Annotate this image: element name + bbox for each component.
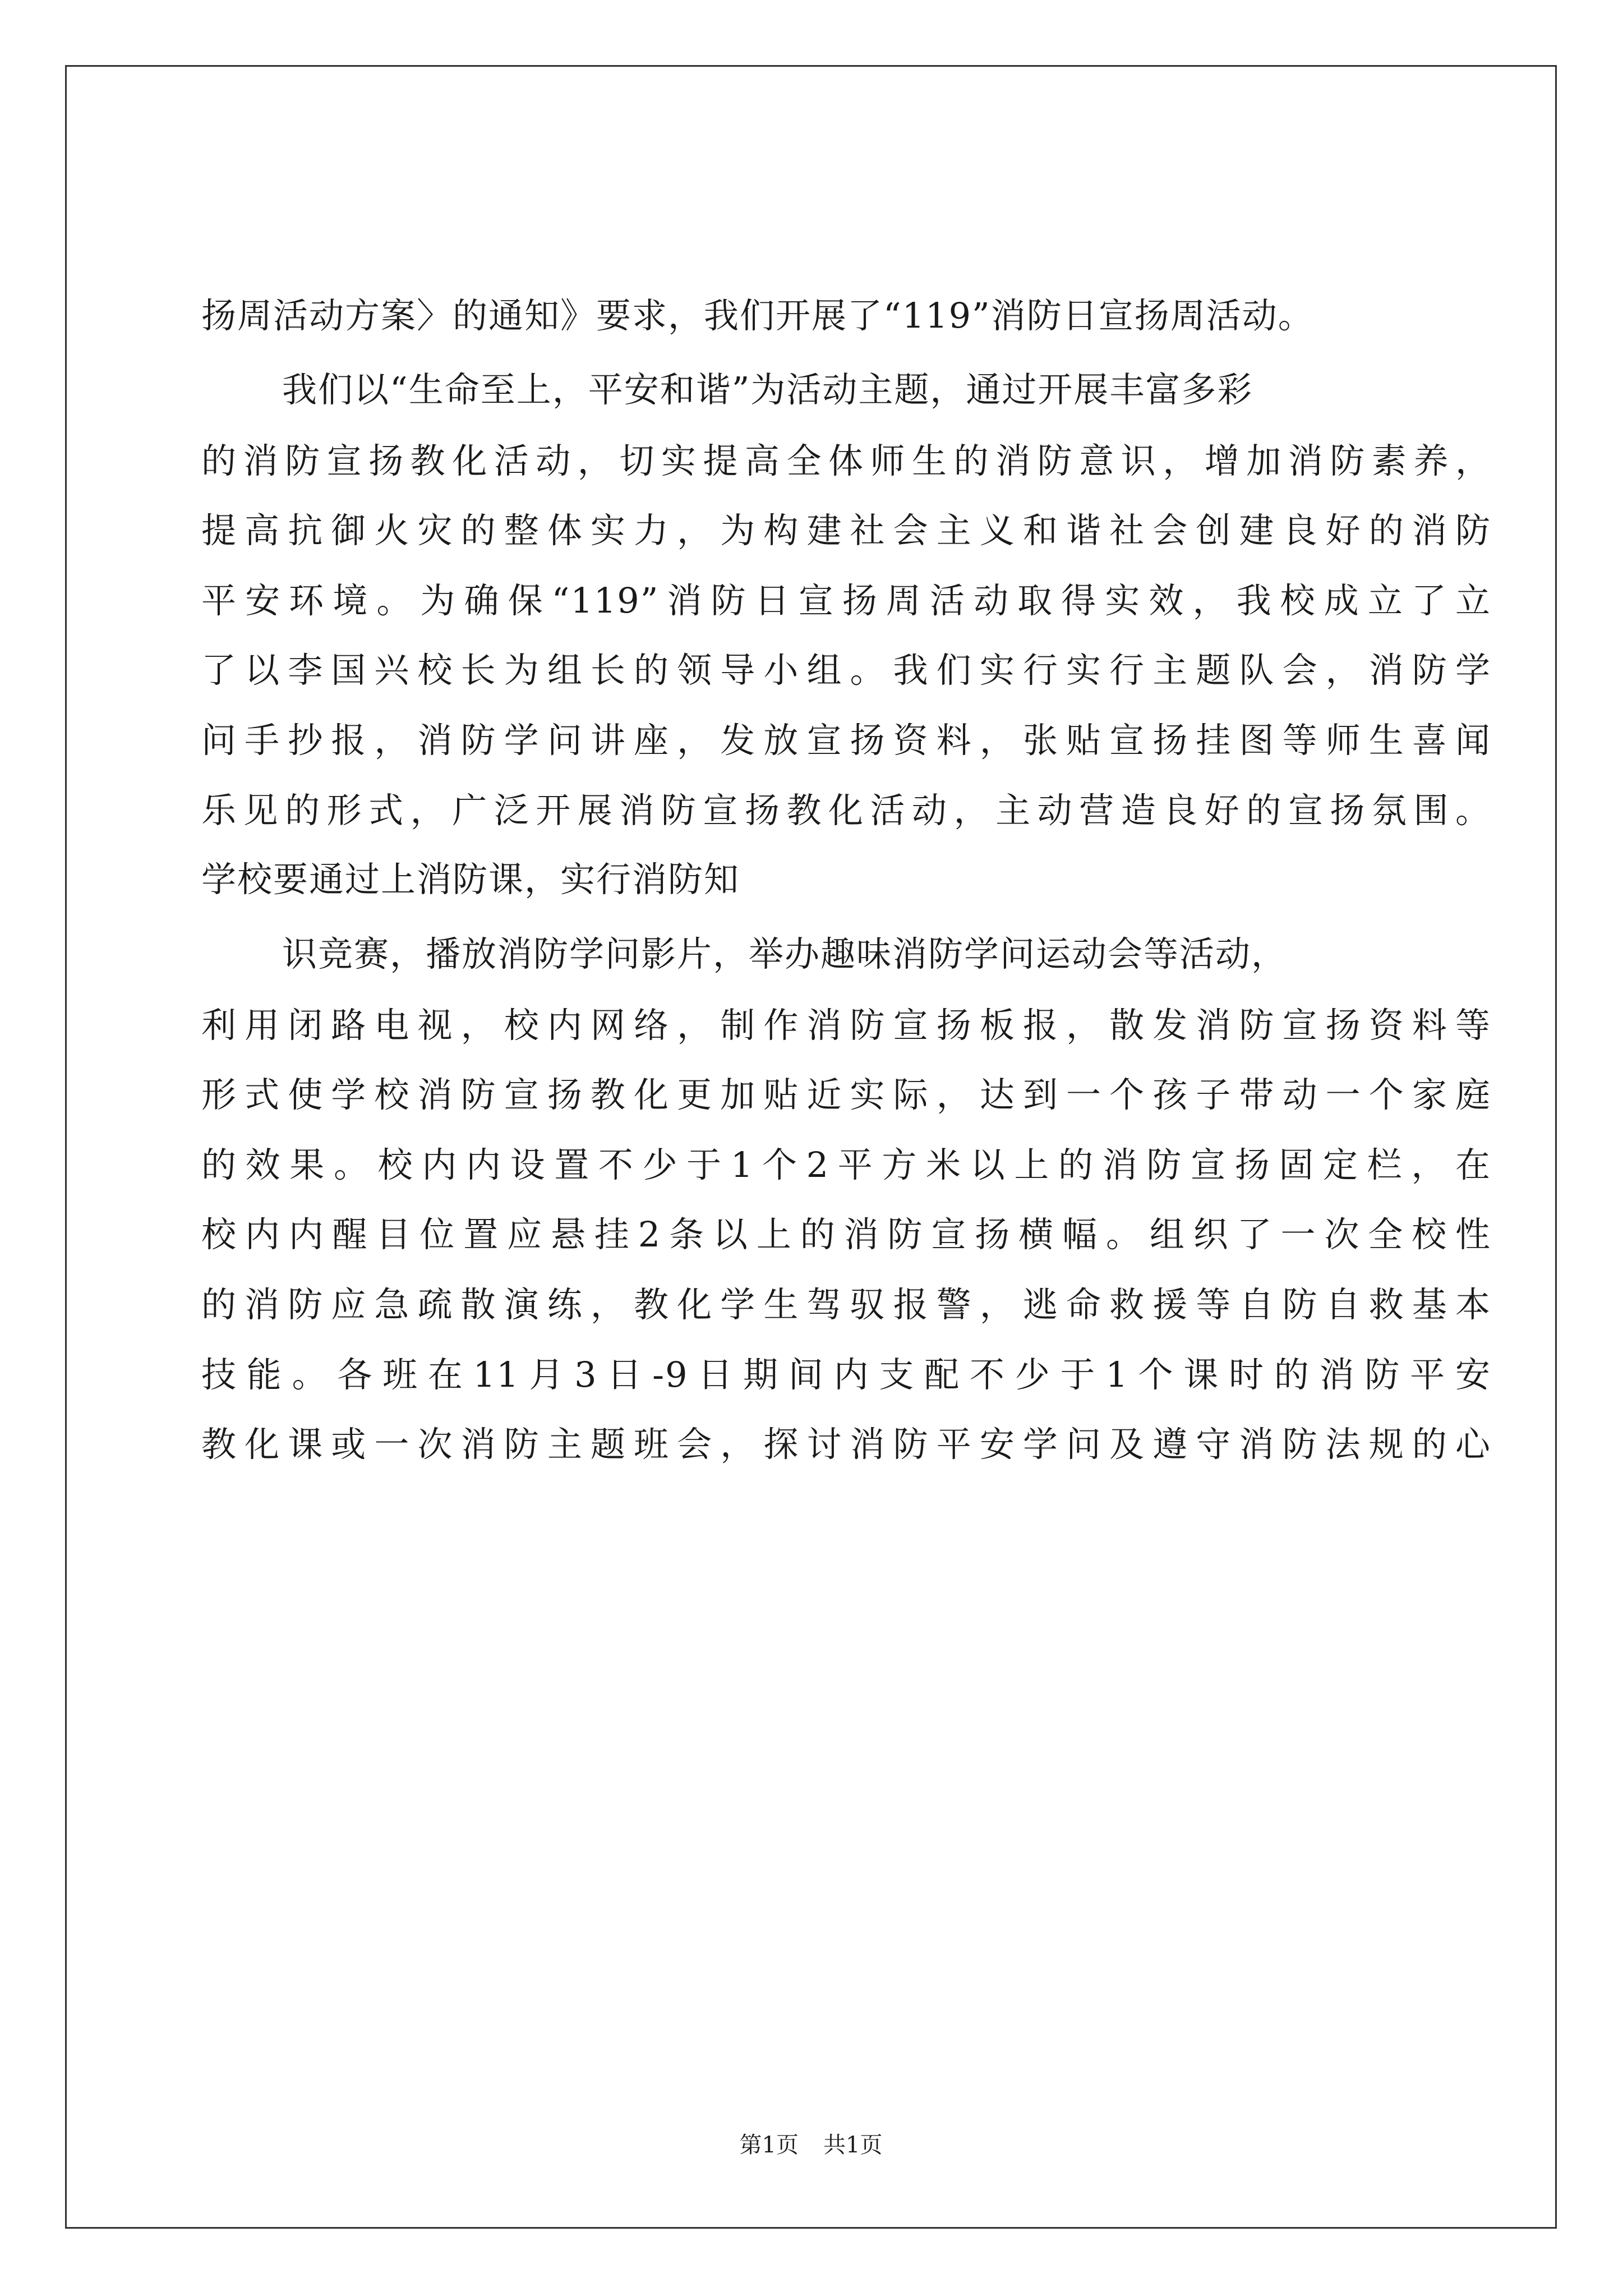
paragraph-line: 乐见的形式，广泛开展消防宣扬教化活动，主动营造良好的宣扬氛围。 (201, 790, 1491, 831)
paragraph-line: 技能。各班在11月3日-9日期间内支配不少于1个课时的消防平安 (201, 1354, 1491, 1395)
page-footer (67, 2131, 1555, 2159)
paragraph-line: 平安环境。为确保“119”消防日宣扬周活动取得实效，我校成立了立 (201, 580, 1491, 621)
paragraph-line: 识竞赛，播放消防学问影片，举办趣味消防学问运动会等活动， (282, 933, 1288, 974)
paragraph-line: 的消防宣扬教化活动，切实提高全体师生的消防意识，增加消防素养， (201, 440, 1491, 481)
paragraph-line: 问手抄报，消防学问讲座，发放宣扬资料，张贴宣扬挂图等师生喜闻 (201, 720, 1491, 761)
paragraph-line: 的效果。校内内设置不少于1个2平方米以上的消防宣扬固定栏，在 (201, 1144, 1491, 1185)
document-body (67, 67, 1555, 2227)
paragraph-line: 我们以“生命至上，平安和谐”为活动主题，通过开展丰富多彩 (282, 369, 1253, 410)
paragraph-line: 校内内醒目位置应悬挂2条以上的消防宣扬横幅。组织了一次全校性 (201, 1214, 1491, 1255)
paragraph-line: 了以李国兴校长为组长的领导小组。我们实行实行主题队会，消防学 (201, 650, 1491, 691)
paragraph-line: 教化课或一次消防主题班会，探讨消防平安学问及遵守消防法规的心 (201, 1424, 1491, 1465)
page-number-current: 第1页 (739, 2132, 799, 2158)
paragraph-line: 扬周活动方案〉的通知》要求，我们开展了“119”消防日宣扬周活动。 (201, 295, 1314, 336)
paragraph-line: 形式使学校消防宣扬教化更加贴近实际，达到一个孩子带动一个家庭 (201, 1074, 1491, 1115)
page-number-total: 共1页 (823, 2132, 883, 2158)
paragraph-line: 的消防应急疏散演练，教化学生驾驭报警，逃命救援等自防自救基本 (201, 1284, 1491, 1325)
paragraph-line: 提高抗御火灾的整体实力，为构建社会主义和谐社会创建良好的消防 (201, 510, 1491, 551)
paragraph-line: 学校要通过上消防课，实行消防知 (201, 859, 740, 900)
paragraph-line: 利用闭路电视，校内网络，制作消防宣扬板报，散发消防宣扬资料等 (201, 1005, 1491, 1046)
page-border (65, 65, 1557, 2229)
